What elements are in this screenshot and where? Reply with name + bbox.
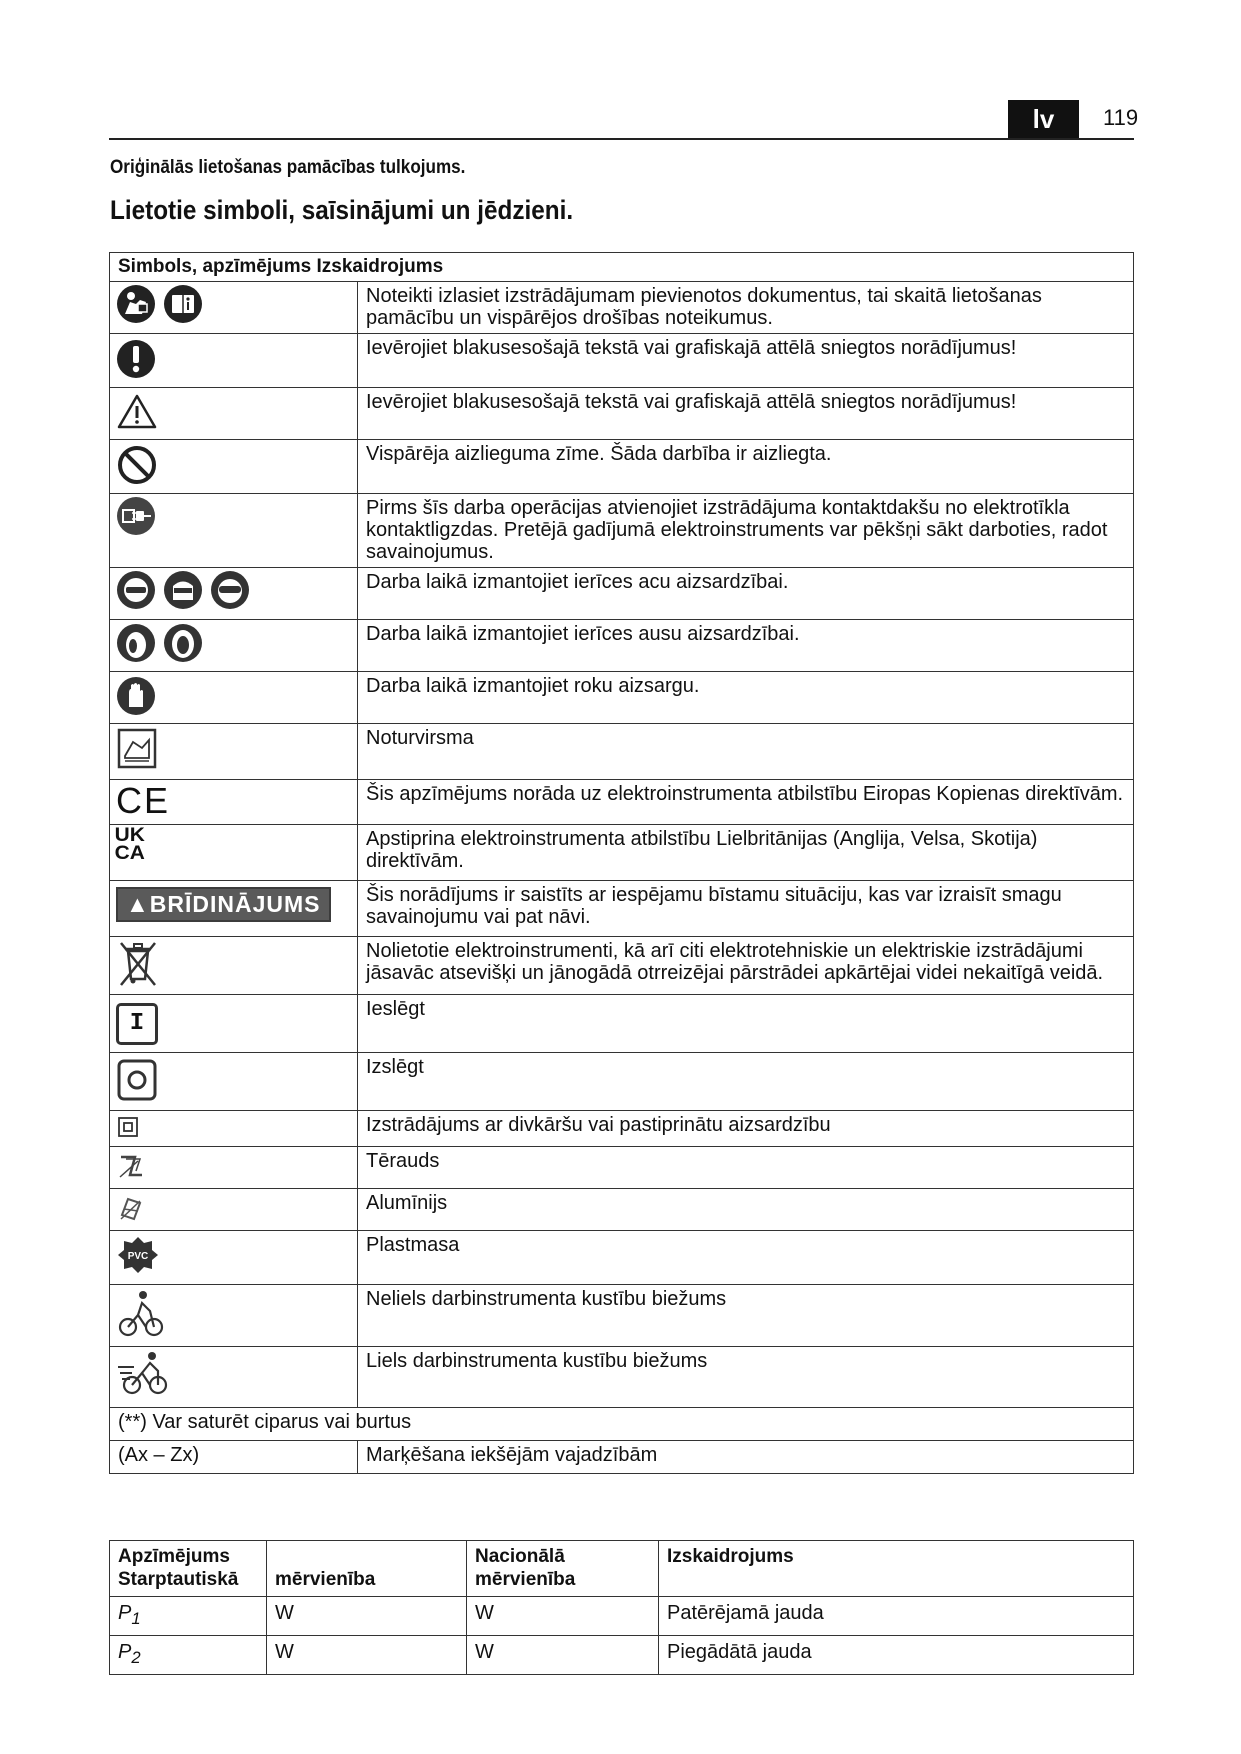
units-table <box>109 1540 1134 1675</box>
table-row <box>110 568 1134 620</box>
symbol-description: Ievērojiet blakusesošajā tekstā vai grafiskajā attēlā sniegtos norādījumus! <box>358 334 1134 388</box>
language-tab: lv <box>1008 100 1079 138</box>
header-national-unit: Nacionālā mērvienība <box>467 1541 659 1597</box>
symbol-description: Noteikti izlasiet izstrādājumam pievienotos dokumentus, tai skaitā lietošanas pamācību un vispārējos drošības noteikumus. <box>358 282 1134 334</box>
table-row <box>110 937 1134 995</box>
unit-explanation: Patērējamā jauda <box>659 1597 1134 1636</box>
ce-mark-icon: CE <box>116 780 171 821</box>
table-row <box>110 1597 1134 1636</box>
warning-badge: ▲BRĪDINĀJUMS <box>116 887 331 922</box>
footnote-row: (**) Var saturēt ciparus vai burtus <box>110 1408 1134 1441</box>
symbol-description: Neliels darbinstrumenta kustību biežums <box>358 1285 1134 1347</box>
steel-icon <box>116 1149 146 1181</box>
table-header-row <box>110 253 1134 282</box>
weee-bin-icon <box>116 939 160 987</box>
symbol-description: Vispārēja aizlieguma zīme. Šāda darbība ir aizliegta. <box>358 440 1134 494</box>
symbol-description: Plastmasa <box>358 1231 1134 1285</box>
table-row <box>110 1285 1134 1347</box>
international-unit: W <box>267 1597 467 1636</box>
page-header <box>109 100 1139 140</box>
symbol-description: Marķēšana iekšējām vajadzībām <box>358 1441 1134 1474</box>
table-row <box>110 1147 1134 1189</box>
unit-explanation: Piegādātā jauda <box>659 1636 1134 1675</box>
symbols-table-header: Simbols, apzīmējums Izskaidrojums <box>110 253 1134 282</box>
page-number: 119 <box>1103 105 1139 130</box>
table-row <box>110 724 1134 780</box>
aluminium-icon <box>116 1191 146 1223</box>
document-subtitle: Oriģinālās lietošanas pamācības tulkojums. <box>110 157 466 178</box>
symbol-description: Šis apzīmējums norāda uz elektroinstrumenta atbilstību Eiropas Kopienas direktīvām. <box>358 780 1134 825</box>
unplug-icon <box>116 496 156 536</box>
power-off-icon <box>116 1055 160 1103</box>
table-header-row <box>110 1541 1134 1597</box>
symbol-description: Apstiprina elektroinstrumenta atbilstību Lielbritānijas (Anglija, Velsa, Skotija) direktīvām. <box>358 825 1134 881</box>
header-symbol: Apzīmējums Starptautiskā <box>110 1541 267 1597</box>
ear-muffs-icon <box>163 622 203 664</box>
symbol-description: Darba laikā izmantojiet ierīces ausu aizsardzībai. <box>358 620 1134 672</box>
table-row <box>110 1111 1134 1147</box>
table-row <box>110 282 1134 334</box>
national-unit: W <box>467 1636 659 1675</box>
internal-marking-label: (Ax – Zx) <box>110 1441 358 1474</box>
table-row <box>110 1441 1134 1474</box>
plastic-pvc-icon <box>116 1233 160 1277</box>
warning-triangle-icon <box>116 390 158 432</box>
low-stroke-rate-icon <box>116 1287 166 1339</box>
mandatory-exclamation-icon <box>116 336 156 380</box>
prohibition-icon <box>116 442 158 486</box>
national-unit: W <box>467 1597 659 1636</box>
table-row <box>110 1053 1134 1111</box>
table-row <box>110 1347 1134 1408</box>
high-stroke-rate-icon <box>116 1349 172 1399</box>
symbol-description: Ievērojiet blakusesošajā tekstā vai grafiskajā attēlā sniegtos norādījumus! <box>358 388 1134 440</box>
face-shield-icon <box>163 570 203 610</box>
section-title: Lietotie simboli, saīsinājumi un jēdzieni. <box>110 195 574 225</box>
symbol-description: Pirms šīs darba operācijas atvienojiet izstrādājuma kontaktdakšu no elektrotīkla kontaktligzdas. Pretējā gadījumā elektroinstruments var pēkšņi sākt darboties, radot savainojumus. <box>358 494 1134 568</box>
table-row <box>110 881 1134 937</box>
header-explanation: Izskaidrojums <box>659 1541 1134 1597</box>
table-row <box>110 388 1134 440</box>
symbol-description: Darba laikā izmantojiet ierīces acu aizsardzībai. <box>358 568 1134 620</box>
double-insulation-icon <box>116 1113 140 1139</box>
table-row <box>110 995 1134 1053</box>
power-on-icon: I <box>116 1003 158 1045</box>
international-unit: W <box>267 1636 467 1675</box>
table-row <box>110 1231 1134 1285</box>
svg-text:PVC: PVC <box>127 1251 149 1262</box>
ukca-mark-icon: UK CA <box>114 825 145 864</box>
symbol-description: Izslēgt <box>358 1053 1134 1111</box>
symbol-description: Tērauds <box>358 1147 1134 1189</box>
table-row <box>110 1189 1134 1231</box>
symbol-description: Nolietotie elektroinstrumenti, kā arī citi elektrotehniskie un elektriskie izstrādājumi jāsavāc atsevišķi un jānogādā otrreizējai pārstrādei apkārtējai videi nekaitīgā veidā. <box>358 937 1134 995</box>
symbol-description: Ieslēgt <box>358 995 1134 1053</box>
support-surface-icon <box>116 726 158 770</box>
safety-goggles-icon <box>210 570 250 610</box>
header-international-unit: mērvienība <box>267 1541 467 1597</box>
read-manual-book-icon <box>163 284 203 324</box>
table-row <box>110 1636 1134 1675</box>
table-row <box>110 825 1134 881</box>
symbol-description: Noturvirsma <box>358 724 1134 780</box>
symbols-table <box>109 252 1134 1474</box>
table-row <box>110 672 1134 724</box>
table-row <box>110 334 1134 388</box>
symbol-description: Šis norādījums ir saistīts ar iespējamu bīstamu situāciju, kas var izraisīt smagu savainojumu vai pat nāvi. <box>358 881 1134 937</box>
table-row <box>110 440 1134 494</box>
symbol-description: Izstrādājums ar divkāršu vai pastiprinātu aizsardzību <box>358 1111 1134 1147</box>
table-row <box>110 620 1134 672</box>
eye-protection-icon <box>116 570 156 610</box>
warning-triangle-icon: ▲ <box>126 891 150 917</box>
table-row <box>110 780 1134 825</box>
symbol-description: Liels darbinstrumenta kustību biežums <box>358 1347 1134 1408</box>
unit-symbol: $P_2$ <box>110 1636 267 1675</box>
glove-icon <box>116 674 156 716</box>
unit-symbol: $P_1$ <box>110 1597 267 1636</box>
table-row <box>110 494 1134 568</box>
table-row <box>110 1408 1134 1441</box>
symbol-description: Darba laikā izmantojiet roku aizsargu. <box>358 672 1134 724</box>
read-manual-person-icon <box>116 284 156 324</box>
ear-protection-icon <box>116 622 156 664</box>
symbol-description: Alumīnijs <box>358 1189 1134 1231</box>
